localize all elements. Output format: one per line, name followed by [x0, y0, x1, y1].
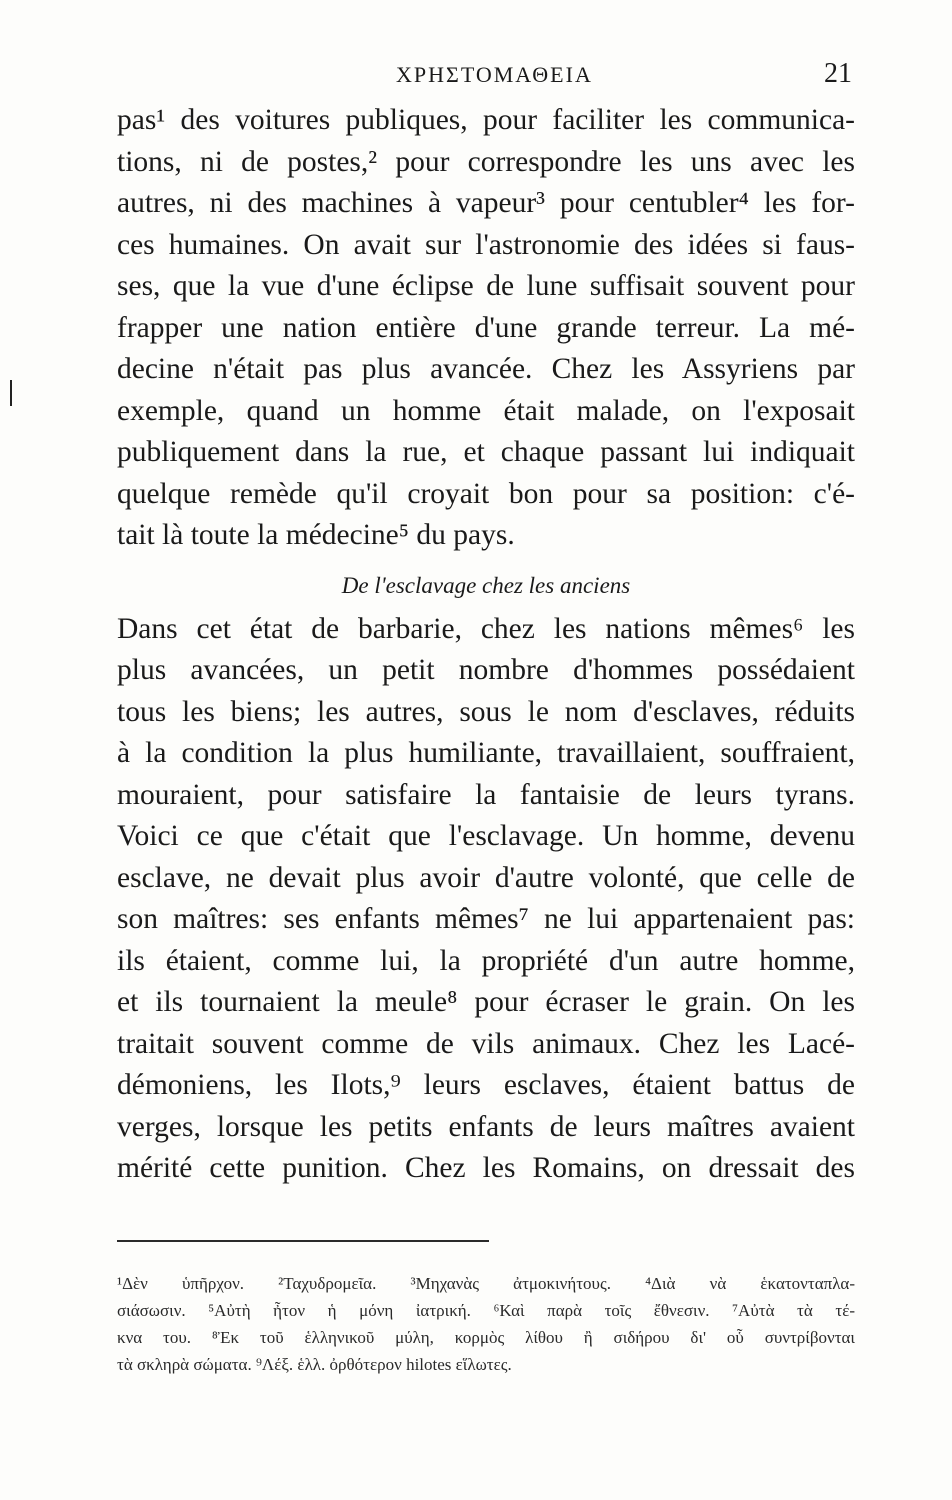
text-line: plus avancées, un petit nombre d'hommes possédaient [117, 654, 855, 686]
text-line: et ils tournaient la meule⁸ pour écraser le grain. On les [117, 986, 855, 1018]
text-line: Dans cet état de barbarie, chez les nations mêmes⁶ les [117, 612, 855, 645]
text-line: ses, que la vue d'une éclipse de lune suffisait souvent pour [117, 270, 855, 302]
text-line: tions, ni de postes,² pour correspondre les uns avec les [117, 145, 855, 178]
header-title: ΧΡΗΣΤΟΜΑΘΕΙΑ [396, 62, 593, 87]
text-line: à la condition la plus humiliante, travaillaient, souffraient, [117, 737, 855, 769]
text-line: mérité cette punition. Chez les Romains, on dressait des [117, 1152, 855, 1184]
text-line: tait là toute la médecine⁵ du pays. [117, 519, 515, 551]
text-line: démoniens, les Ilots,⁹ leurs esclaves, étaient battus de [117, 1069, 855, 1101]
text-line: autres, ni des machines à vapeur³ pour centubler⁴ les for- [117, 187, 855, 219]
footnote-line: ¹Δὲν ὑπῆρχον. ²Ταχυδρομεῖα. ³Μηχανὰς ἀτμοκινήτους. ⁴Διὰ νὰ ἑκατονταπλα- [117, 1274, 855, 1293]
text-line: quelque remède qu'il croyait bon pour sa position: c'é- [117, 477, 855, 510]
main-text [117, 100, 855, 1190]
margin-mark [10, 380, 12, 406]
text-line: ils étaient, comme lui, la propriété d'un autre homme, [117, 944, 855, 977]
text-line: Voici ce que c'était que l'esclavage. Un homme, devenu [117, 820, 855, 852]
text-line: verges, lorsque les petits enfants de leurs maîtres avaient [117, 1110, 855, 1143]
text-line: esclave, ne devait plus avoir d'autre volonté, que celle de [117, 861, 855, 894]
text-line: pas¹ des voitures publiques, pour faciliter les communica- [117, 104, 855, 136]
footnote-line: τὰ σκληρὰ σώματα. ⁹Λέξ. ἑλλ. ὀρθότερον hilotes εἵλωτες. [117, 1355, 512, 1374]
text-line: exemple, quand un homme était malade, on l'exposait [117, 394, 855, 427]
text-line: publiquement dans la rue, et chaque passant lui indiquait [117, 436, 855, 468]
text-line: frapper une nation entière d'une grande terreur. La mé- [117, 311, 855, 344]
text-line: mouraient, pour satisfaire la fantaisie de leurs tyrans. [117, 778, 855, 811]
text-line: tous les biens; les autres, sous le nom d'esclaves, réduits [117, 695, 855, 728]
text-line: traitait souvent comme de vils animaux. Chez les Lacé- [117, 1027, 855, 1060]
footnote-rule [117, 1240, 489, 1242]
text-line: decine n'était pas plus avancée. Chez les Assyriens par [117, 353, 855, 385]
footnote-line: σιάσωσιν. ⁵Αὐτὴ ἦτον ἡ μόνη ἰατρική. ⁶Καὶ παρὰ τοῖς ἔθνεσιν. ⁷Αὐτὰ τὰ τέ- [117, 1301, 855, 1320]
section-heading: De l'esclavage chez les anciens [341, 572, 631, 598]
footnote-line: κνα του. ⁸Ἐκ τοῦ ἑλληνικοῦ μύλη, κορμὸς λίθου ἢ σιδήρου δι' οὗ συντρίβονται [117, 1328, 855, 1347]
text-line: ces humaines. On avait sur l'astronomie des idées si faus- [117, 228, 855, 261]
page-number: 21 [824, 58, 852, 89]
text-line: son maîtres: ses enfants mêmes⁷ ne lui appartenaient pas: [117, 903, 855, 935]
footnotes [117, 1270, 855, 1378]
